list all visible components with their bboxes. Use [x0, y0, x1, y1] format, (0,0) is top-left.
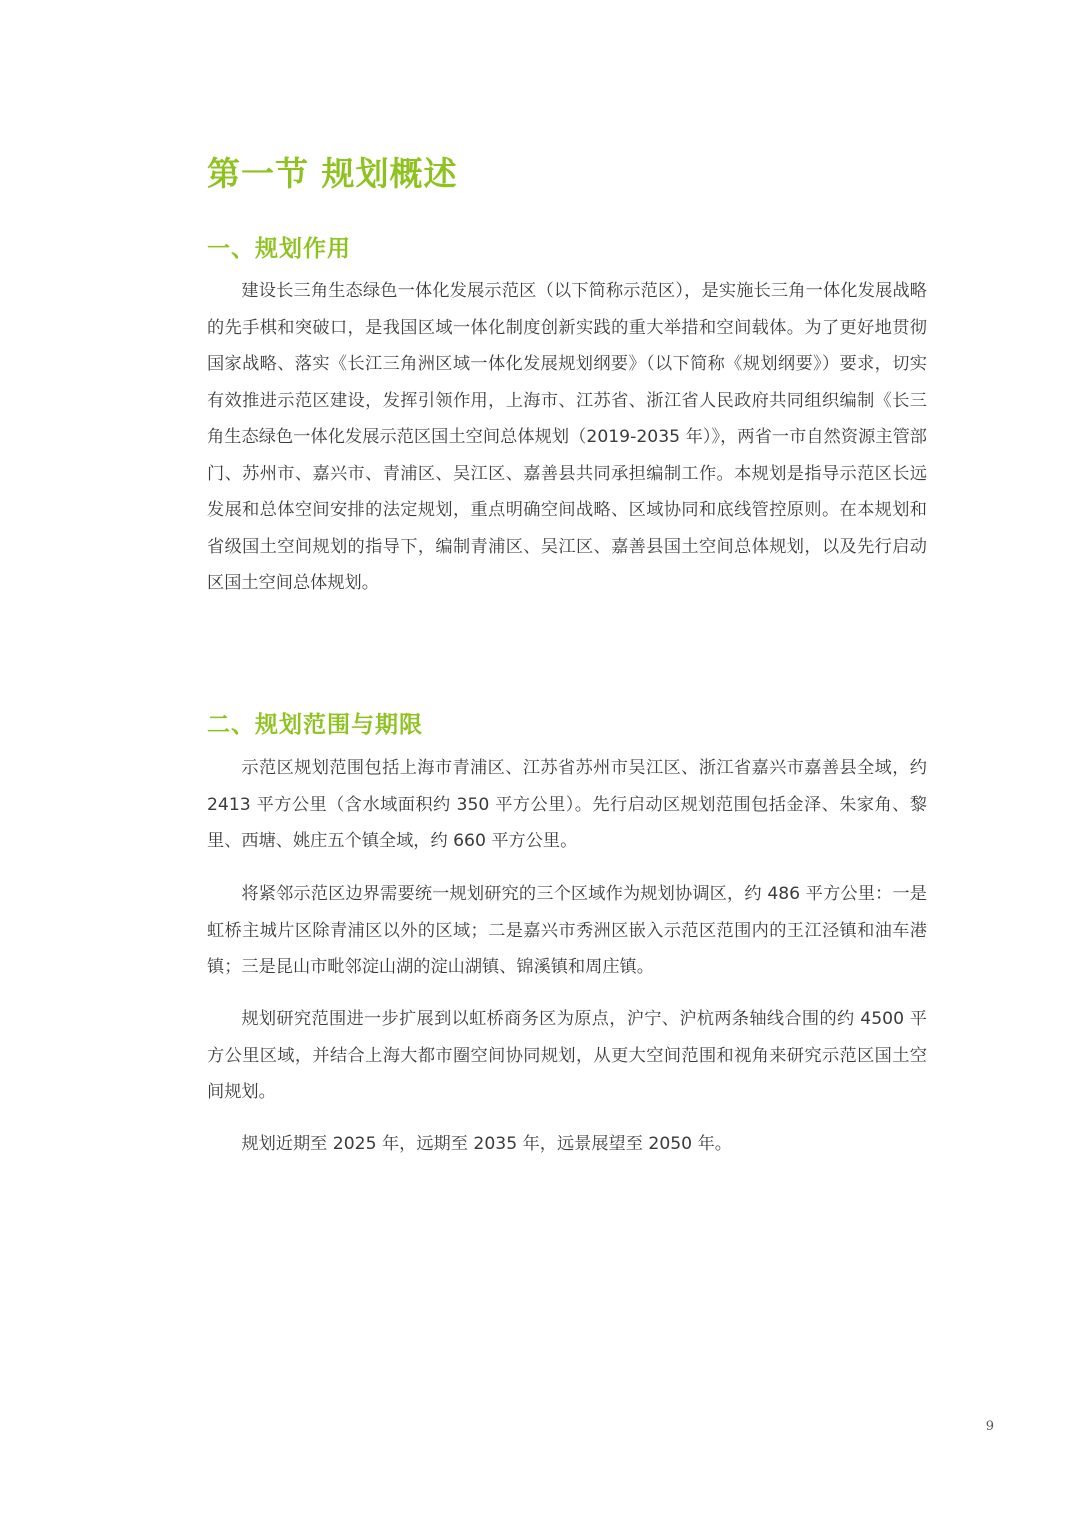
section-title: 第一节 规划概述 — [207, 154, 458, 193]
paragraph-planning-period: 规划近期至 2025 年，远期至 2035 年，远景展望至 2050 年。 — [241, 1134, 732, 1154]
subsection-heading-planning-role: 一、规划作用 — [207, 236, 351, 262]
subsection-heading-scope-and-period: 二、规划范围与期限 — [207, 712, 423, 738]
paragraph-planning-scope: 示范区规划范围包括上海市青浦区、江苏省苏州市吴江区、浙江省嘉兴市嘉善县全域，约 2413 平方公里（含水域面积约 350 平方公里）。先行启动区规划范围包括金泽、朱家角、黎里、西塘、姚庄五个镇全域，约 660 平方公里。 — [207, 758, 927, 851]
paragraph-coordination-area: 将紧邻示范区边界需要统一规划研究的三个区域作为规划协调区，约 486 平方公里：一是虹桥主城片区除青浦区以外的区域；二是嘉兴市秀洲区嵌入示范区范围内的王江泾镇和油车港镇；三是昆山市毗邻淀山湖的淀山湖镇、锦溪镇和周庄镇。 — [207, 884, 927, 977]
paragraph-planning-role: 建设长三角生态绿色一体化发展示范区（以下简称示范区），是实施长三角一体化发展战略的先手棋和突破口，是我国区域一体化制度创新实践的重大举措和空间载体。为了更好地贯彻国家战略、落实《长江三角洲区域一体化发展规划纲要》（以下简称《规划纲要》）要求，切实有效推进示范区建设，发挥引领作用，上海市、江苏省、浙江省人民政府共同组织编制《长三角生态绿色一体化发展示范区国土空间总体规划（2019-2035 年）》，两省一市自然资源主管部门、苏州市、嘉兴市、青浦区、吴江区、嘉善县共同承担编制工作。本规划是指导示范区长远发展和总体空间安排的法定规划，重点明确空间战略、区域协同和底线管控原则。在本规划和省级国土空间规划的指导下，编制青浦区、吴江区、嘉善县国土空间总体规划，以及先行启动区国土空间总体规划。 — [207, 281, 927, 593]
page-number: 9 — [985, 1419, 994, 1434]
paragraph-research-scope: 规划研究范围进一步扩展到以虹桥商务区为原点，沪宁、沪杭两条轴线合围的约 4500 平方公里区域，并结合上海大都市圈空间协同规划，从更大空间范围和视角来研究示范区国土空间规划。 — [207, 1009, 927, 1102]
